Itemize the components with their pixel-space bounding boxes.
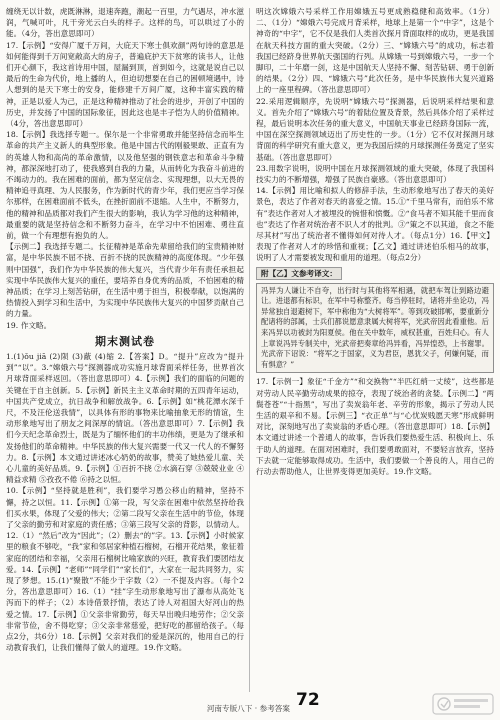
right-paragraph-5: 17.【示例一】象征“千金方”“和交换物”“半匹红绡一丈绫”，这些都是对劳动人民辛勤劳动成果的掠夺，表现了统治者的贪婪。【示例二】“两鬓苍苍”“十指黑”，写出了卖炭翁年老、辛劳的形象，揭示了劳动人民生活的艰辛和不易。【示例三】“衣正单”与“心忧炭贱愿天寒”形成鲜明对比，深刻地写出了卖炭翁的矛盾心理。（答出意思即可）18.【示例】本文通过讲述一个普通人的故事，告诉我们要热爱生活、积极向上、乐于助人的道理。在面对困难时，我们要勇敢面对，不要轻言放弃，坚持下去就一定能够取得成功。生活中，我们要做一个善良的人，用自己的行动去帮助他人，让世界变得更加美好。19.作文略。 bbox=[256, 377, 494, 477]
translation-label: 附【乙】文参考译文： bbox=[256, 267, 342, 280]
translation-box bbox=[256, 283, 494, 374]
page-number: 72 bbox=[296, 690, 320, 710]
right-paragraph-4: 14.【示例】用比喻和拟人的修辞手法，生动形象地写出了春天的美好景色，表达了作者对春天的喜爱之情。15.①“千里马常有，而伯乐不常有”表达作者对人才被埋没的惋惜和愤慨。②“食马者不知其能千里而食也”表达了作者对统治者不识人才的批判。③“策之不以其道，食之不能尽其材”写出了统治者不懂得如何对待人才。（每点1分）16.【甲文】表现了作者对人才的珍惜和重视；【乙文】通过讲述伯乐相马的故事，说明了人才需要被发现和重用的道理。（每点2分） bbox=[256, 186, 494, 263]
left-paragraph-3: 18.【示例】我选择专题一。保尔是一个非常勇敢并能坚持信念而毕生革命的共产主义新人的典型形象。他是中国古代的刚毅果敢、正直有为的英雄人物和高尚的革命激情，以及他坚强的钢铁意志和革命斗争精神，都深深地打动了，使我感到自我的力量，从而转化为我奋斗前进的不竭动力的。我在困难的面前，都为坚定信念、实现理想，以大无畏的精神追寻真理、为人民服务，作为新时代的青少年，我们更应当学习保尔那样，在困难面前不低头，在挫折面前不退缩。人生中，不断努力，他的精神和品质都对我们产生很大的影响，我认为学习他的这种精神，最重要的就是坚持信念和不断努力奋斗，在学习中不怕困难、勇往直前，做一个有理想有抱负的人。 bbox=[6, 130, 244, 241]
exam-section-title: 期末测试卷 bbox=[95, 334, 155, 348]
right-column bbox=[256, 6, 494, 477]
exam-answers-part-1: 1.(1)ǒu jiā (2)陨 (3)蔽 (4)缩 2.【答案】D。“提升”应改为“提升到”“以”。3.“嫦娥六号”探测器成功实施月球背面采样任务，世界首次月球背面采样返回。（答出意思即可）4.【示例】我们的面临的问题的关键在于自主创新。5.【示例】新民主主义革命时期的五四青年运动，中国共产党成立，抗日战争和解放战争。6.【示例】如“桃花潭水深千尺，不及汪伦送我情”，以具体有形的事物来比喻抽象无形的情谊，生动形象地写出了朋友之间深厚的情谊。（答出意思即可）7.【示例】我们今天纪念革命烈士，既是为了缅怀他们的丰功伟绩，更是为了继承和发扬他们的革命精神。中华民族的伟大复兴需要一代又一代人的不懈努力。8.【示例】本文通过讲述冰心奶奶的故事，赞美了她热爱儿童、关心儿童的美好品质。9.【示例】①百折不挠 ②水滴石穿 ③兢兢业业 ④精益求精 ⑤孜孜不倦 ⑥持之以恒。 bbox=[6, 351, 244, 485]
left-paragraph-4: 【示例二】我选择专题二。长征精神是革命先辈留给我们的宝贵精神财富，是中华民族不屈不挠、百折不挠的民族精神的高度体现。“少年强则中国强”，我们作为中华民族的伟大复兴，当代青少年有责任承担起实现中华民族伟大复兴的重任，要培养自身优秀的品质，不怕困难的精神品质；在学习上刻苦钻研，在生活中勇于担当，积极奉献，以饱满的热情投入到学习和生活中，为实现中华民族伟大复兴的中国梦贡献自己的力量。 bbox=[6, 242, 244, 319]
exam-answers-part-2: 10.【示例】“坚持就是胜利”，我们要学习愚公移山的精神，坚持不懈，持之以恒。11.【示例】①第一段，写父亲在困难中依然坚持给我们买水果，体现了父爱的伟大；②第二段写父亲在生活中的节俭，体现了父亲的勤劳和对家庭的责任感；③第三段写父亲的背影，以情动人。12.（1）“然后”改为“因此”；（2）删去“的”字。13.【示例】小时候家里的粮食不够吃，“我”家和邻居家种植石榴树，石榴开花结果，象征着家庭的团结和幸福，父亲用石榴树比喻家族的兴旺，教育我们要团结友爱。14.【示例】“老师”“同学们”“家长们”，大家在一起共同努力，实现了梦想。15.(1)“聚散”不能少于字数（2）一不提及内容。（每个2分，答出意思即可）16.（1）“挂”字生动形象地写出了瀑布从高处飞泻而下的样子；（2）本诗借景抒情，表达了诗人对祖国大好河山的热爱之情。17.【示例】①父亲非常勤劳，每天早出晚归地劳作；②父亲非常节俭，舍不得吃穿；③父亲非常慈爱，把好吃的都留给孩子。（每点2分，共6分）18.【示例】父亲对我们的爱是深沉的，他用自己的行动教育我们，让我们懂得了做人的道理。19.作文略。 bbox=[6, 486, 244, 653]
right-paragraph-3: 23.用数字说明，说明中国在月球探测领域的重大突破，体现了我国科技实力的不断增强，增强了民族自豪感。（答出意思即可） bbox=[256, 163, 494, 185]
translation-text: 冯异为人谦让不自夸，出行时与其他将军相遇，就把车驾让到路边避让。进退都有标识，在军中号称整齐。每当停驻时，诸将并坐论功，冯异常独自退避树下，军中称他为“大树将军”。等到攻破邯郸，要重新分配诸将的部属，士兵们都说愿意隶属大树将军，光武帝因此看重他。后来冯异以功被封为阳夏侯。他在关中数年，威权甚重，百姓归心。有人上章说冯异专制关中，光武帝把奏章给冯异看，冯异惶恐，上书谢罪。光武帝下诏说：“将军之于国家，义为君臣，恩犹父子，何嫌何疑，而有惧意？” bbox=[261, 285, 489, 369]
left-paragraph-2: 17.【示例】“安得广厦千万间，大庇天下寒士俱欢颜”两句诗的意思是如何能得到千万间宽敞高大的房子，普遍庇护天下贫寒的读书人，让他们开心颜下，我这首诗用中国，屋漏到顶，首到如今，这就是说自己以最后的生命为代价，地上播的人，但迫切想要在自己的困顿境遇中，诗人想到的是天下寒士的安身，能修建千万间广厦，这种丰富实践的精神，正是以爱人为己，正是这种精神推动了社会的进步，开创了中国的历史，并发扬了中国的国际象征，因此这也是丰子恺为人的价值精神。（4分，答出意思即可） bbox=[6, 40, 244, 129]
right-paragraph-1: 明这次嫦娥六号采样工作用嫦娥五号更成熟稳健和高效率。（1分）二、（1分）“嫦娥六号完成月背采样，地球上是第一个“中字”，这是个神奇的“中字”，它不仅是我们人类首次探月背面取样的成功，更是我国在航天科技方面的重大突破。（2分）三、“嫦娥六号”的成功，标志着我国已经跻身世界航天强国的行列。从嫦娥一号到嫦娥六号，一步一个脚印，二十年磨一剑，这是中国航天人坚持不懈、刻苦钻研、勇于创新的结果。（2分）四、“嫦娥六号”此次任务，是中华民族伟大复兴道路上的一座里程碑。（答出意思即可） bbox=[256, 7, 494, 95]
column-divider bbox=[249, 8, 250, 692]
footer-text: 河南专版八下 · 参考答案 bbox=[206, 704, 290, 713]
page-footer bbox=[0, 690, 500, 715]
right-paragraph-2: 22.采用逻辑顺序，先说明“嫦娥六号”探测器，后说明采样结果和意义。首先介绍了“嫦娥六号”的着陆位置及背景，然后具体介绍了采样过程，最后说明本次任务的重大意义，中国航天事业已经跻身国际一流，中国在深空探测领域迈出了历史性的一步。（1分）它不仅对探测月球背面的科学研究有重大意义，更为我国后续的月球探测任务奠定了坚实基础。（答出意思即可） bbox=[256, 96, 494, 162]
left-column bbox=[6, 6, 244, 653]
left-paragraph-1: 缠绕无以计数，虎既淋淋，退速奔跑，潮起一百里，力气遇尽，冲水滋润，气喊可叶，凡干旁光云白头的样子。这样的鸟，可以哄过了小的能。（4分，答出意思即可） bbox=[6, 7, 244, 39]
left-paragraph-5: 19. 作文略。 bbox=[6, 320, 52, 330]
watermark-logo-icon bbox=[432, 691, 494, 717]
